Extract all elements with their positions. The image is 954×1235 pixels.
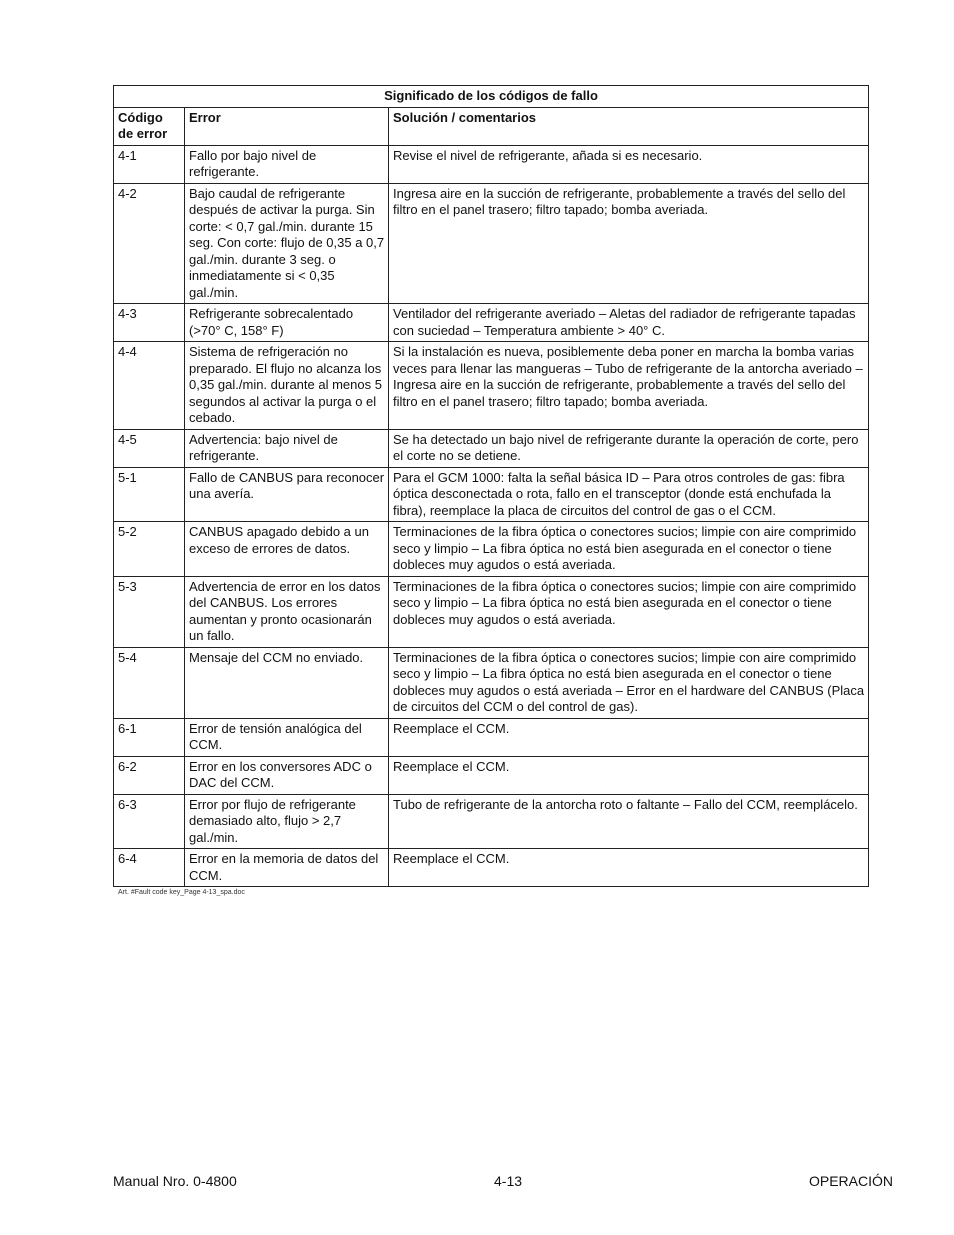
footer-page-number: 4-13 [494,1173,523,1189]
fault-error: Error por flujo de refrigerante demasiado alto, flujo > 2,7 gal./min. [185,794,389,849]
fault-solution: Ingresa aire en la succión de refrigerante, probablemente a través del sello del filtro en el panel trasero; filtro tapado; bomba averiada. [389,183,869,304]
fault-error: Error en la memoria de datos del CCM. [185,849,389,887]
fault-code-table [113,85,869,887]
fault-code: 6-3 [114,794,185,849]
header-error: Error [185,107,389,145]
table-row [114,467,869,522]
table-row [114,849,869,887]
fault-code: 4-3 [114,304,185,342]
table-row [114,304,869,342]
fault-error: Refrigerante sobrecalentado (>70° C, 158° F) [185,304,389,342]
fault-solution: Ventilador del refrigerante averiado – Aletas del radiador de refrigerante tapadas con suciedad – Temperatura ambiente > 40° C. [389,304,869,342]
table-body [114,145,869,887]
fault-code: 6-1 [114,718,185,756]
fault-code: 5-2 [114,522,185,577]
fault-solution: Terminaciones de la fibra óptica o conectores sucios; limpie con aire comprimido seco y limpio – La fibra óptica no está bien asegurada en el conector o tiene dobleces muy agudos o está averiada. [389,576,869,647]
fault-solution: Reemplace el CCM. [389,849,869,887]
fault-solution: Se ha detectado un bajo nivel de refrigerante durante la operación de corte, pero el corte no se detiene. [389,429,869,467]
footer-section-name: OPERACIÓN [808,1173,893,1189]
fault-code: 4-4 [114,342,185,430]
fault-solution: Si la instalación es nueva, posiblemente deba poner en marcha la bomba varias veces para llenar las mangueras – Tubo de refrigerante de la antorcha averiado – Ingresa aire en la succión de refrigerante, probablemente a través del sello del filtro en el panel trasero; filtro tapado; bomba averiada. [389,342,869,430]
fault-code: 5-1 [114,467,185,522]
table-row [114,756,869,794]
table-row [114,647,869,718]
fault-code: 6-4 [114,849,185,887]
fault-error: Mensaje del CCM no enviado. [185,647,389,718]
table-row [114,183,869,304]
table-title-row [114,86,869,108]
header-solution: Solución / comentarios [389,107,869,145]
fault-code: 6-2 [114,756,185,794]
fault-solution: Terminaciones de la fibra óptica o conectores sucios; limpie con aire comprimido seco y limpio – La fibra óptica no está bien asegurada en el conector o tiene dobleces muy agudos o está averiada – Error en el hardware del CANBUS (Placa de circuitos del CCM o del control de gas). [389,647,869,718]
table-row [114,576,869,647]
table-row [114,522,869,577]
table-header-row [114,107,869,145]
art-reference-note: Art. #Fault code key_Page 4-13_spa.doc [118,889,245,896]
fault-error: Fallo de CANBUS para reconocer una avería. [185,467,389,522]
table-row [114,718,869,756]
fault-code: 5-4 [114,647,185,718]
fault-error: Advertencia de error en los datos del CANBUS. Los errores aumentan y pronto ocasionarán un fallo. [185,576,389,647]
fault-solution: Revise el nivel de refrigerante, añada si es necesario. [389,145,869,183]
table-row [114,145,869,183]
fault-error: Fallo por bajo nivel de refrigerante. [185,145,389,183]
table-row [114,794,869,849]
fault-code: 4-2 [114,183,185,304]
fault-code: 5-3 [114,576,185,647]
table-row [114,342,869,430]
fault-solution: Terminaciones de la fibra óptica o conectores sucios; limpie con aire comprimido seco y limpio – La fibra óptica no está bien asegurada en el conector o tiene dobleces muy agudos o está averiada. [389,522,869,577]
table-title: Significado de los códigos de fallo [114,86,869,108]
fault-error: CANBUS apagado debido a un exceso de errores de datos. [185,522,389,577]
fault-error: Advertencia: bajo nivel de refrigerante. [185,429,389,467]
fault-error: Error en los conversores ADC o DAC del CCM. [185,756,389,794]
fault-solution: Tubo de refrigerante de la antorcha roto o faltante – Fallo del CCM, reemplácelo. [389,794,869,849]
fault-error: Sistema de refrigeración no preparado. El flujo no alcanza los 0,35 gal./min. durante al menos 5 segundos al activar la purga o el cebado. [185,342,389,430]
fault-solution: Reemplace el CCM. [389,718,869,756]
fault-solution: Reemplace el CCM. [389,756,869,794]
fault-code: 4-5 [114,429,185,467]
table-row [114,429,869,467]
footer-manual-number: Manual Nro. 0-4800 [113,1173,237,1189]
header-code: Código de error [114,107,185,145]
fault-error: Bajo caudal de refrigerante después de activar la purga. Sin corte: < 0,7 gal./min. durante 15 seg. Con corte: flujo de 0,35 a 0,7 gal./min. durante 3 seg. o inmediatamente si < 0,35 gal./min. [185,183,389,304]
fault-code: 4-1 [114,145,185,183]
fault-solution: Para el GCM 1000: falta la señal básica ID – Para otros controles de gas: fibra óptica desconectada o rota, fallo en el transceptor (donde está enchufada la fibra), reemplace la placa de circuitos del control de gas o el CCM. [389,467,869,522]
fault-error: Error de tensión analógica del CCM. [185,718,389,756]
